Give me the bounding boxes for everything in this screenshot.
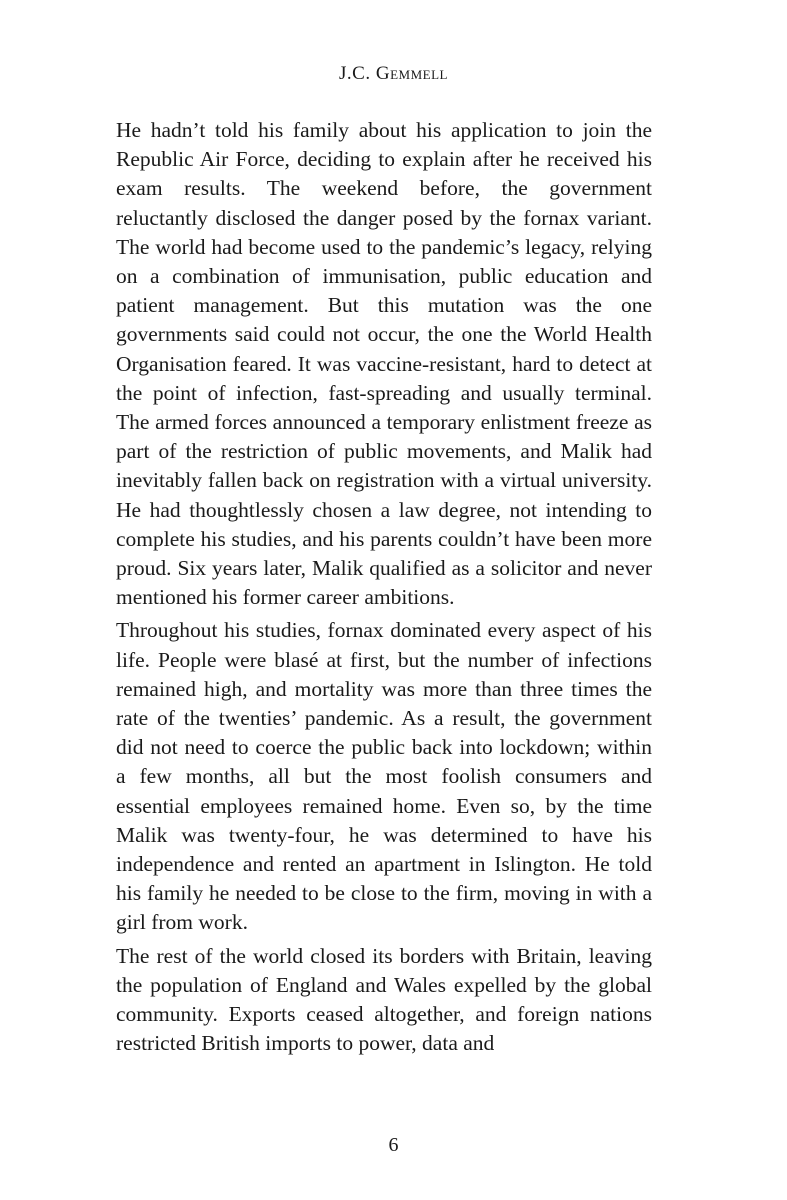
body-text [116, 116, 652, 1059]
page-number: 6 [388, 1134, 399, 1156]
running-head-text: J.C. Gemmell [339, 63, 448, 84]
running-head [0, 62, 787, 86]
paragraph: Throughout his studies, fornax dominated every aspect of his life. People were blasé at first, but the number of infections remained high, and mortality was more than three times the rate of the twenties’ pandemic. As a result, the government did not need to coerce the public back into lockdown; within a few months, all but the most foolish consumers and essential employees remained home. Even so, by the time Malik was twenty-four, he was determined to have his independence and rented an apartment in Islington. He told his family he needed to be close to the firm, moving in with a girl from work. [116, 618, 652, 935]
paragraph: The rest of the world closed its borders with Britain, leaving the population of England and Wales expelled by the global community. Exports ceased altogether, and foreign nations restricted British imports to power, data and [116, 943, 652, 1056]
paragraph: He hadn’t told his family about his application to join the Republic Air Force, deciding to explain after he received his exam results. The weekend before, the government reluctantly disclosed the danger posed by the fornax variant. The world had become used to the pandemic’s legacy, relying on a combination of immunisation, public education and patient management. But this mutation was the one governments said could not occur, the one the World Health Organisation feared. It was vaccine-resistant, hard to detect at the point of infection, fast-spreading and usually terminal. The armed forces announced a temporary enlistment freeze as part of the restriction of public movements, and Malik had inevitably fallen back on registration with a virtual university. He had thoughtlessly chosen a law degree, not intending to complete his studies, and his parents couldn’t have been more proud. Six years later, Malik qualified as a solicitor and never mentioned his former career ambitions. [116, 118, 652, 610]
